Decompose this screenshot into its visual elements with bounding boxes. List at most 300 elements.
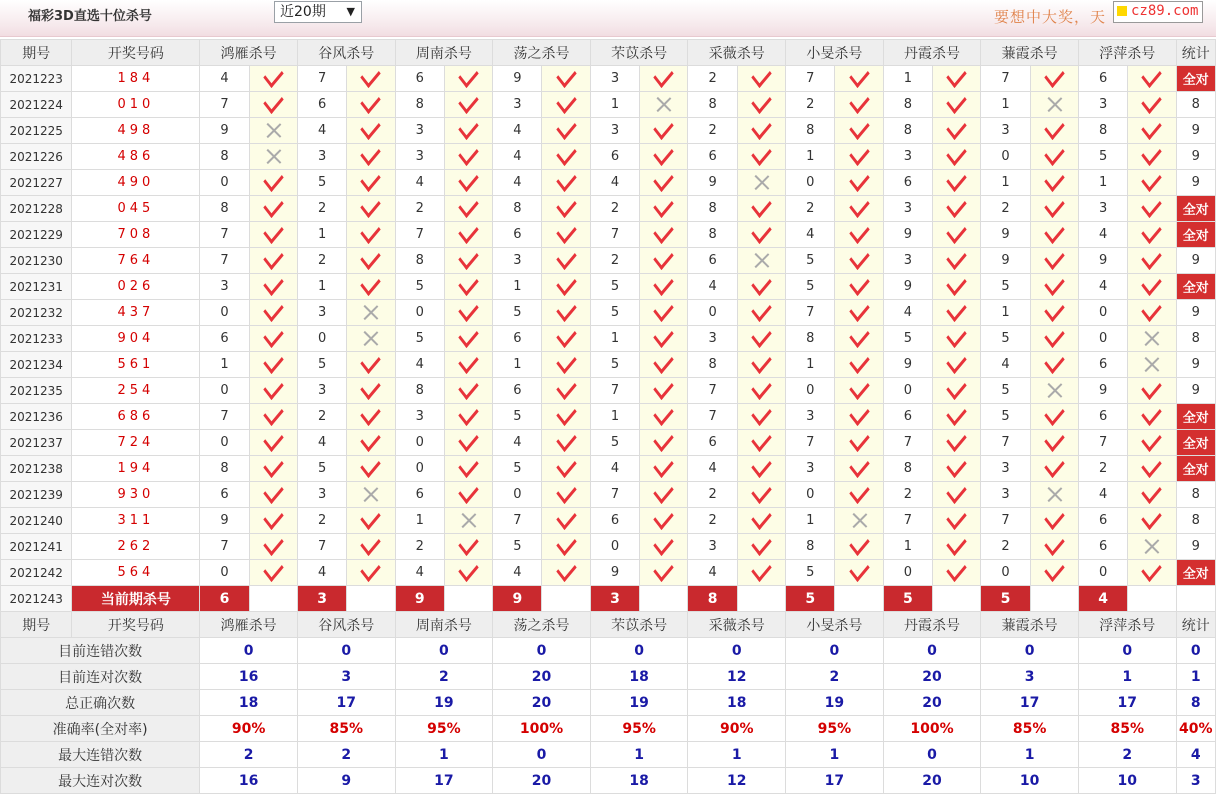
column-header: 采薇杀号 <box>688 612 786 638</box>
hit-marker-cell <box>932 248 980 274</box>
kill-number-cell: 9 <box>883 352 932 378</box>
check-icon <box>849 430 869 453</box>
draw-number-cell: 194 <box>72 456 200 482</box>
hit-marker-cell <box>835 144 883 170</box>
hit-marker-cell <box>347 326 395 352</box>
table-row <box>1 404 1216 430</box>
check-icon <box>361 378 381 401</box>
kill-number-cell: 2 <box>297 248 346 274</box>
kill-number-cell: 5 <box>297 456 346 482</box>
current-kill-number: 8 <box>688 586 737 612</box>
kill-number-cell: 3 <box>493 248 542 274</box>
stat-cell: 全对 <box>1176 404 1215 430</box>
kill-number-cell: 3 <box>688 326 737 352</box>
kill-number-cell: 5 <box>981 326 1030 352</box>
hit-marker-cell <box>737 92 785 118</box>
table-row <box>1 534 1216 560</box>
kill-number-cell: 6 <box>493 378 542 404</box>
stats-row <box>1 664 1216 690</box>
kill-number-cell: 3 <box>493 92 542 118</box>
kill-number-cell: 6 <box>688 248 737 274</box>
kill-number-cell: 7 <box>297 534 346 560</box>
check-icon <box>654 378 674 401</box>
hit-marker-cell <box>542 274 590 300</box>
stats-value: 12 <box>688 768 786 794</box>
hit-marker-cell <box>737 170 785 196</box>
check-icon <box>1044 66 1064 89</box>
hit-marker-cell <box>737 404 785 430</box>
hit-marker-cell <box>835 300 883 326</box>
check-icon <box>849 456 869 479</box>
kill-number-cell: 6 <box>200 326 249 352</box>
check-icon <box>751 326 771 349</box>
check-icon <box>946 352 966 375</box>
check-icon <box>751 482 771 505</box>
hit-marker-cell <box>249 430 297 456</box>
kill-number-cell: 0 <box>786 378 835 404</box>
check-icon <box>263 482 283 505</box>
check-icon <box>654 404 674 427</box>
hit-marker-cell <box>444 144 492 170</box>
stats-value: 85% <box>1078 716 1176 742</box>
hit-marker-cell <box>249 326 297 352</box>
hit-marker-cell <box>249 118 297 144</box>
hit-marker-cell <box>737 508 785 534</box>
draw-number-cell: 724 <box>72 430 200 456</box>
hit-marker-cell <box>640 404 688 430</box>
kill-number-cell: 5 <box>590 274 639 300</box>
kill-number-cell: 5 <box>786 274 835 300</box>
kill-number-cell: 0 <box>200 560 249 586</box>
kill-number-cell: 8 <box>883 118 932 144</box>
kill-number-cell: 8 <box>786 118 835 144</box>
stats-value: 20 <box>493 768 591 794</box>
hit-marker-cell <box>1030 352 1078 378</box>
hit-marker-cell <box>444 352 492 378</box>
hit-marker-cell <box>932 118 980 144</box>
hit-marker-cell <box>347 274 395 300</box>
hit-marker-cell <box>542 534 590 560</box>
hit-marker-cell <box>835 118 883 144</box>
column-header: 小旻杀号 <box>786 40 884 66</box>
draw-number-cell: 904 <box>72 326 200 352</box>
kill-number-cell: 4 <box>786 222 835 248</box>
kill-number-cell: 7 <box>981 66 1030 92</box>
check-icon <box>1142 92 1162 115</box>
kill-number-cell: 5 <box>981 404 1030 430</box>
check-icon <box>263 170 283 193</box>
column-header: 开奖号码 <box>72 612 200 638</box>
stats-value: 9 <box>297 768 395 794</box>
column-header: 谷风杀号 <box>297 612 395 638</box>
hit-marker-cell <box>932 404 980 430</box>
kill-number-cell: 5 <box>297 352 346 378</box>
check-icon <box>361 118 381 141</box>
kill-number-cell: 6 <box>688 144 737 170</box>
kill-number-cell: 5 <box>981 274 1030 300</box>
cross-icon <box>266 123 281 138</box>
hit-marker-cell <box>542 430 590 456</box>
stats-value: 2 <box>200 742 298 768</box>
kill-number-cell: 4 <box>688 274 737 300</box>
hit-marker-cell <box>640 326 688 352</box>
kill-number-cell: 5 <box>493 404 542 430</box>
stats-value: 18 <box>200 690 298 716</box>
stats-value: 0 <box>395 638 493 664</box>
kill-number-cell: 0 <box>395 456 444 482</box>
period-cell: 2021239 <box>1 482 72 508</box>
kill-number-cell: 3 <box>297 144 346 170</box>
stat-cell: 全对 <box>1176 196 1215 222</box>
kill-number-cell: 9 <box>981 248 1030 274</box>
hit-marker-cell <box>640 92 688 118</box>
hit-marker-cell <box>347 482 395 508</box>
check-icon <box>654 534 674 557</box>
stat-cell: 全对 <box>1176 274 1215 300</box>
stats-value: 18 <box>688 690 786 716</box>
stats-value: 0 <box>786 638 884 664</box>
hit-marker-cell <box>542 508 590 534</box>
stats-value: 3 <box>981 664 1079 690</box>
column-header: 周南杀号 <box>395 612 493 638</box>
cross-icon <box>656 97 671 112</box>
hit-marker-cell <box>249 352 297 378</box>
stats-row <box>1 742 1216 768</box>
hit-marker-cell <box>1128 352 1176 378</box>
top-bar <box>0 0 1216 37</box>
hit-marker-cell <box>737 560 785 586</box>
kill-number-cell: 1 <box>590 326 639 352</box>
stats-label: 目前连错次数 <box>1 638 200 664</box>
current-kill-number: 5 <box>981 586 1030 612</box>
check-icon <box>361 66 381 89</box>
column-header: 周南杀号 <box>395 40 493 66</box>
stats-value: 90% <box>688 716 786 742</box>
hit-marker-cell <box>1030 196 1078 222</box>
check-icon <box>849 378 869 401</box>
period-select-value: 近20期 <box>280 4 326 20</box>
hit-marker-cell <box>542 456 590 482</box>
page-title: 福彩3D直选十位杀号 <box>28 9 152 24</box>
stats-value: 3 <box>1176 768 1215 794</box>
check-icon <box>654 508 674 531</box>
check-icon <box>654 326 674 349</box>
cross-icon <box>1144 539 1159 554</box>
check-icon <box>458 144 478 167</box>
check-icon <box>263 456 283 479</box>
kill-number-cell: 2 <box>590 248 639 274</box>
column-header: 谷风杀号 <box>297 40 395 66</box>
kill-number-cell: 5 <box>981 378 1030 404</box>
check-icon <box>263 352 283 375</box>
check-icon <box>946 222 966 245</box>
check-icon <box>1142 508 1162 531</box>
hit-marker-cell <box>932 326 980 352</box>
kill-number-cell: 7 <box>395 222 444 248</box>
check-icon <box>263 404 283 427</box>
stats-value: 17 <box>297 690 395 716</box>
check-icon <box>751 508 771 531</box>
hit-marker-cell <box>542 560 590 586</box>
table-footer-header-row <box>1 612 1216 638</box>
check-icon <box>654 274 674 297</box>
hit-marker-cell <box>444 326 492 352</box>
kill-number-cell: 4 <box>493 170 542 196</box>
kill-number-table <box>0 39 1216 794</box>
site-badge[interactable] <box>1113 1 1203 23</box>
kill-number-cell: 4 <box>1078 222 1127 248</box>
table-row <box>1 508 1216 534</box>
empty-cell <box>1128 586 1176 612</box>
column-header: 浮萍杀号 <box>1078 612 1176 638</box>
period-cell: 2021226 <box>1 144 72 170</box>
hit-marker-cell <box>932 196 980 222</box>
kill-number-cell: 4 <box>395 352 444 378</box>
hit-marker-cell <box>835 404 883 430</box>
kill-number-cell: 8 <box>493 196 542 222</box>
check-icon <box>361 560 381 583</box>
stats-label: 最大连对次数 <box>1 768 200 794</box>
check-icon <box>751 378 771 401</box>
kill-number-cell: 5 <box>786 248 835 274</box>
hit-marker-cell <box>249 170 297 196</box>
kill-number-cell: 5 <box>493 300 542 326</box>
hit-marker-cell <box>1030 534 1078 560</box>
kill-number-cell: 6 <box>297 92 346 118</box>
check-icon <box>263 378 283 401</box>
kill-number-cell: 7 <box>200 92 249 118</box>
check-icon <box>849 404 869 427</box>
hit-marker-cell <box>249 196 297 222</box>
kill-number-cell: 3 <box>981 456 1030 482</box>
hit-marker-cell <box>249 222 297 248</box>
stats-value: 3 <box>297 664 395 690</box>
kill-number-cell: 7 <box>981 430 1030 456</box>
check-icon <box>458 404 478 427</box>
kill-number-cell: 4 <box>981 352 1030 378</box>
check-icon <box>556 430 576 453</box>
kill-number-cell: 4 <box>688 456 737 482</box>
current-kill-number: 3 <box>590 586 639 612</box>
stats-row <box>1 638 1216 664</box>
check-icon <box>946 92 966 115</box>
check-icon <box>1044 274 1064 297</box>
check-icon <box>361 196 381 219</box>
empty-cell <box>640 586 688 612</box>
check-icon <box>263 196 283 219</box>
period-cell: 2021243 <box>1 586 72 612</box>
hit-marker-cell <box>1128 560 1176 586</box>
check-icon <box>556 92 576 115</box>
check-icon <box>849 66 869 89</box>
check-icon <box>849 352 869 375</box>
check-icon <box>556 560 576 583</box>
stats-value: 90% <box>200 716 298 742</box>
stat-cell: 9 <box>1176 352 1215 378</box>
check-icon <box>654 66 674 89</box>
table-row <box>1 378 1216 404</box>
check-icon <box>1044 430 1064 453</box>
kill-number-cell: 3 <box>590 118 639 144</box>
kill-number-cell: 0 <box>981 560 1030 586</box>
hit-marker-cell <box>249 560 297 586</box>
check-icon <box>849 300 869 323</box>
hit-marker-cell <box>444 534 492 560</box>
kill-number-cell: 8 <box>883 92 932 118</box>
check-icon <box>1142 430 1162 453</box>
check-icon <box>946 404 966 427</box>
promo-text: 要想中大奖，天 <box>994 8 1107 26</box>
kill-number-cell: 4 <box>200 66 249 92</box>
kill-number-cell: 5 <box>297 170 346 196</box>
stats-value: 10 <box>981 768 1079 794</box>
check-icon <box>361 508 381 531</box>
check-icon <box>946 456 966 479</box>
kill-number-cell: 8 <box>688 222 737 248</box>
check-icon <box>751 144 771 167</box>
kill-number-cell: 4 <box>297 560 346 586</box>
check-icon <box>751 560 771 583</box>
cross-icon <box>1047 487 1062 502</box>
kill-number-cell: 0 <box>883 378 932 404</box>
stats-label: 目前连对次数 <box>1 664 200 690</box>
kill-number-cell: 2 <box>590 196 639 222</box>
kill-number-cell: 3 <box>297 378 346 404</box>
check-icon <box>458 534 478 557</box>
hit-marker-cell <box>249 508 297 534</box>
hit-marker-cell <box>1128 456 1176 482</box>
draw-number-cell: 486 <box>72 144 200 170</box>
kill-number-cell: 3 <box>981 118 1030 144</box>
hit-marker-cell <box>932 170 980 196</box>
kill-number-cell: 3 <box>688 534 737 560</box>
hit-marker-cell <box>640 352 688 378</box>
kill-number-cell: 2 <box>688 482 737 508</box>
column-header: 蒹霞杀号 <box>981 612 1079 638</box>
kill-number-cell: 7 <box>688 404 737 430</box>
kill-number-cell: 1 <box>981 170 1030 196</box>
table-row <box>1 66 1216 92</box>
period-cell: 2021240 <box>1 508 72 534</box>
check-icon <box>946 144 966 167</box>
hit-marker-cell <box>1128 482 1176 508</box>
kill-number-cell: 7 <box>688 378 737 404</box>
hit-marker-cell <box>347 222 395 248</box>
kill-number-cell: 2 <box>981 196 1030 222</box>
check-icon <box>946 326 966 349</box>
column-header: 丹霞杀号 <box>883 612 981 638</box>
check-icon <box>458 430 478 453</box>
stats-value: 19 <box>590 690 688 716</box>
stats-value: 20 <box>883 768 981 794</box>
stats-value: 17 <box>395 768 493 794</box>
kill-number-cell: 8 <box>200 196 249 222</box>
kill-number-cell: 5 <box>1078 144 1127 170</box>
check-icon <box>556 66 576 89</box>
draw-number-cell: 930 <box>72 482 200 508</box>
check-icon <box>556 534 576 557</box>
kill-number-cell: 7 <box>786 430 835 456</box>
kill-number-cell: 1 <box>786 352 835 378</box>
check-icon <box>361 144 381 167</box>
stats-value: 100% <box>883 716 981 742</box>
current-kill-number: 4 <box>1078 586 1127 612</box>
check-icon <box>654 560 674 583</box>
hit-marker-cell <box>640 144 688 170</box>
current-period-row <box>1 586 1216 612</box>
hit-marker-cell <box>835 352 883 378</box>
stat-cell: 9 <box>1176 378 1215 404</box>
hit-marker-cell <box>1128 508 1176 534</box>
check-icon <box>654 300 674 323</box>
hit-marker-cell <box>444 222 492 248</box>
empty-cell <box>542 586 590 612</box>
period-select[interactable] <box>274 1 362 23</box>
check-icon <box>654 118 674 141</box>
stat-cell: 9 <box>1176 170 1215 196</box>
kill-number-cell: 4 <box>493 118 542 144</box>
table-row <box>1 196 1216 222</box>
check-icon <box>263 560 283 583</box>
empty-cell <box>737 586 785 612</box>
check-icon <box>751 118 771 141</box>
kill-number-cell: 7 <box>1078 430 1127 456</box>
stats-value: 20 <box>883 690 981 716</box>
hit-marker-cell <box>835 560 883 586</box>
hit-marker-cell <box>444 66 492 92</box>
hit-marker-cell <box>249 378 297 404</box>
hit-marker-cell <box>835 482 883 508</box>
check-icon <box>1044 222 1064 245</box>
check-icon <box>751 404 771 427</box>
hit-marker-cell <box>932 92 980 118</box>
hit-marker-cell <box>249 300 297 326</box>
period-cell: 2021225 <box>1 118 72 144</box>
check-icon <box>556 352 576 375</box>
kill-number-cell: 4 <box>688 560 737 586</box>
hit-marker-cell <box>932 66 980 92</box>
kill-number-cell: 2 <box>688 118 737 144</box>
kill-number-cell: 8 <box>395 92 444 118</box>
hit-marker-cell <box>932 222 980 248</box>
hit-marker-cell <box>932 378 980 404</box>
cross-icon <box>1144 357 1159 372</box>
column-header: 鸿雁杀号 <box>200 40 298 66</box>
draw-number-cell: 184 <box>72 66 200 92</box>
kill-number-cell: 0 <box>1078 300 1127 326</box>
stats-value: 95% <box>786 716 884 742</box>
check-icon <box>1044 456 1064 479</box>
hit-marker-cell <box>932 430 980 456</box>
stats-value: 19 <box>395 690 493 716</box>
hit-marker-cell <box>835 66 883 92</box>
check-icon <box>458 196 478 219</box>
kill-number-cell: 6 <box>1078 352 1127 378</box>
kill-number-cell: 3 <box>883 248 932 274</box>
check-icon <box>361 248 381 271</box>
hit-marker-cell <box>737 326 785 352</box>
hit-marker-cell <box>737 118 785 144</box>
kill-number-cell: 1 <box>883 534 932 560</box>
hit-marker-cell <box>640 508 688 534</box>
hit-marker-cell <box>640 274 688 300</box>
kill-number-cell: 0 <box>200 378 249 404</box>
check-icon <box>849 248 869 271</box>
check-icon <box>1142 248 1162 271</box>
kill-number-cell: 7 <box>786 300 835 326</box>
kill-number-cell: 5 <box>883 326 932 352</box>
kill-number-cell: 9 <box>688 170 737 196</box>
